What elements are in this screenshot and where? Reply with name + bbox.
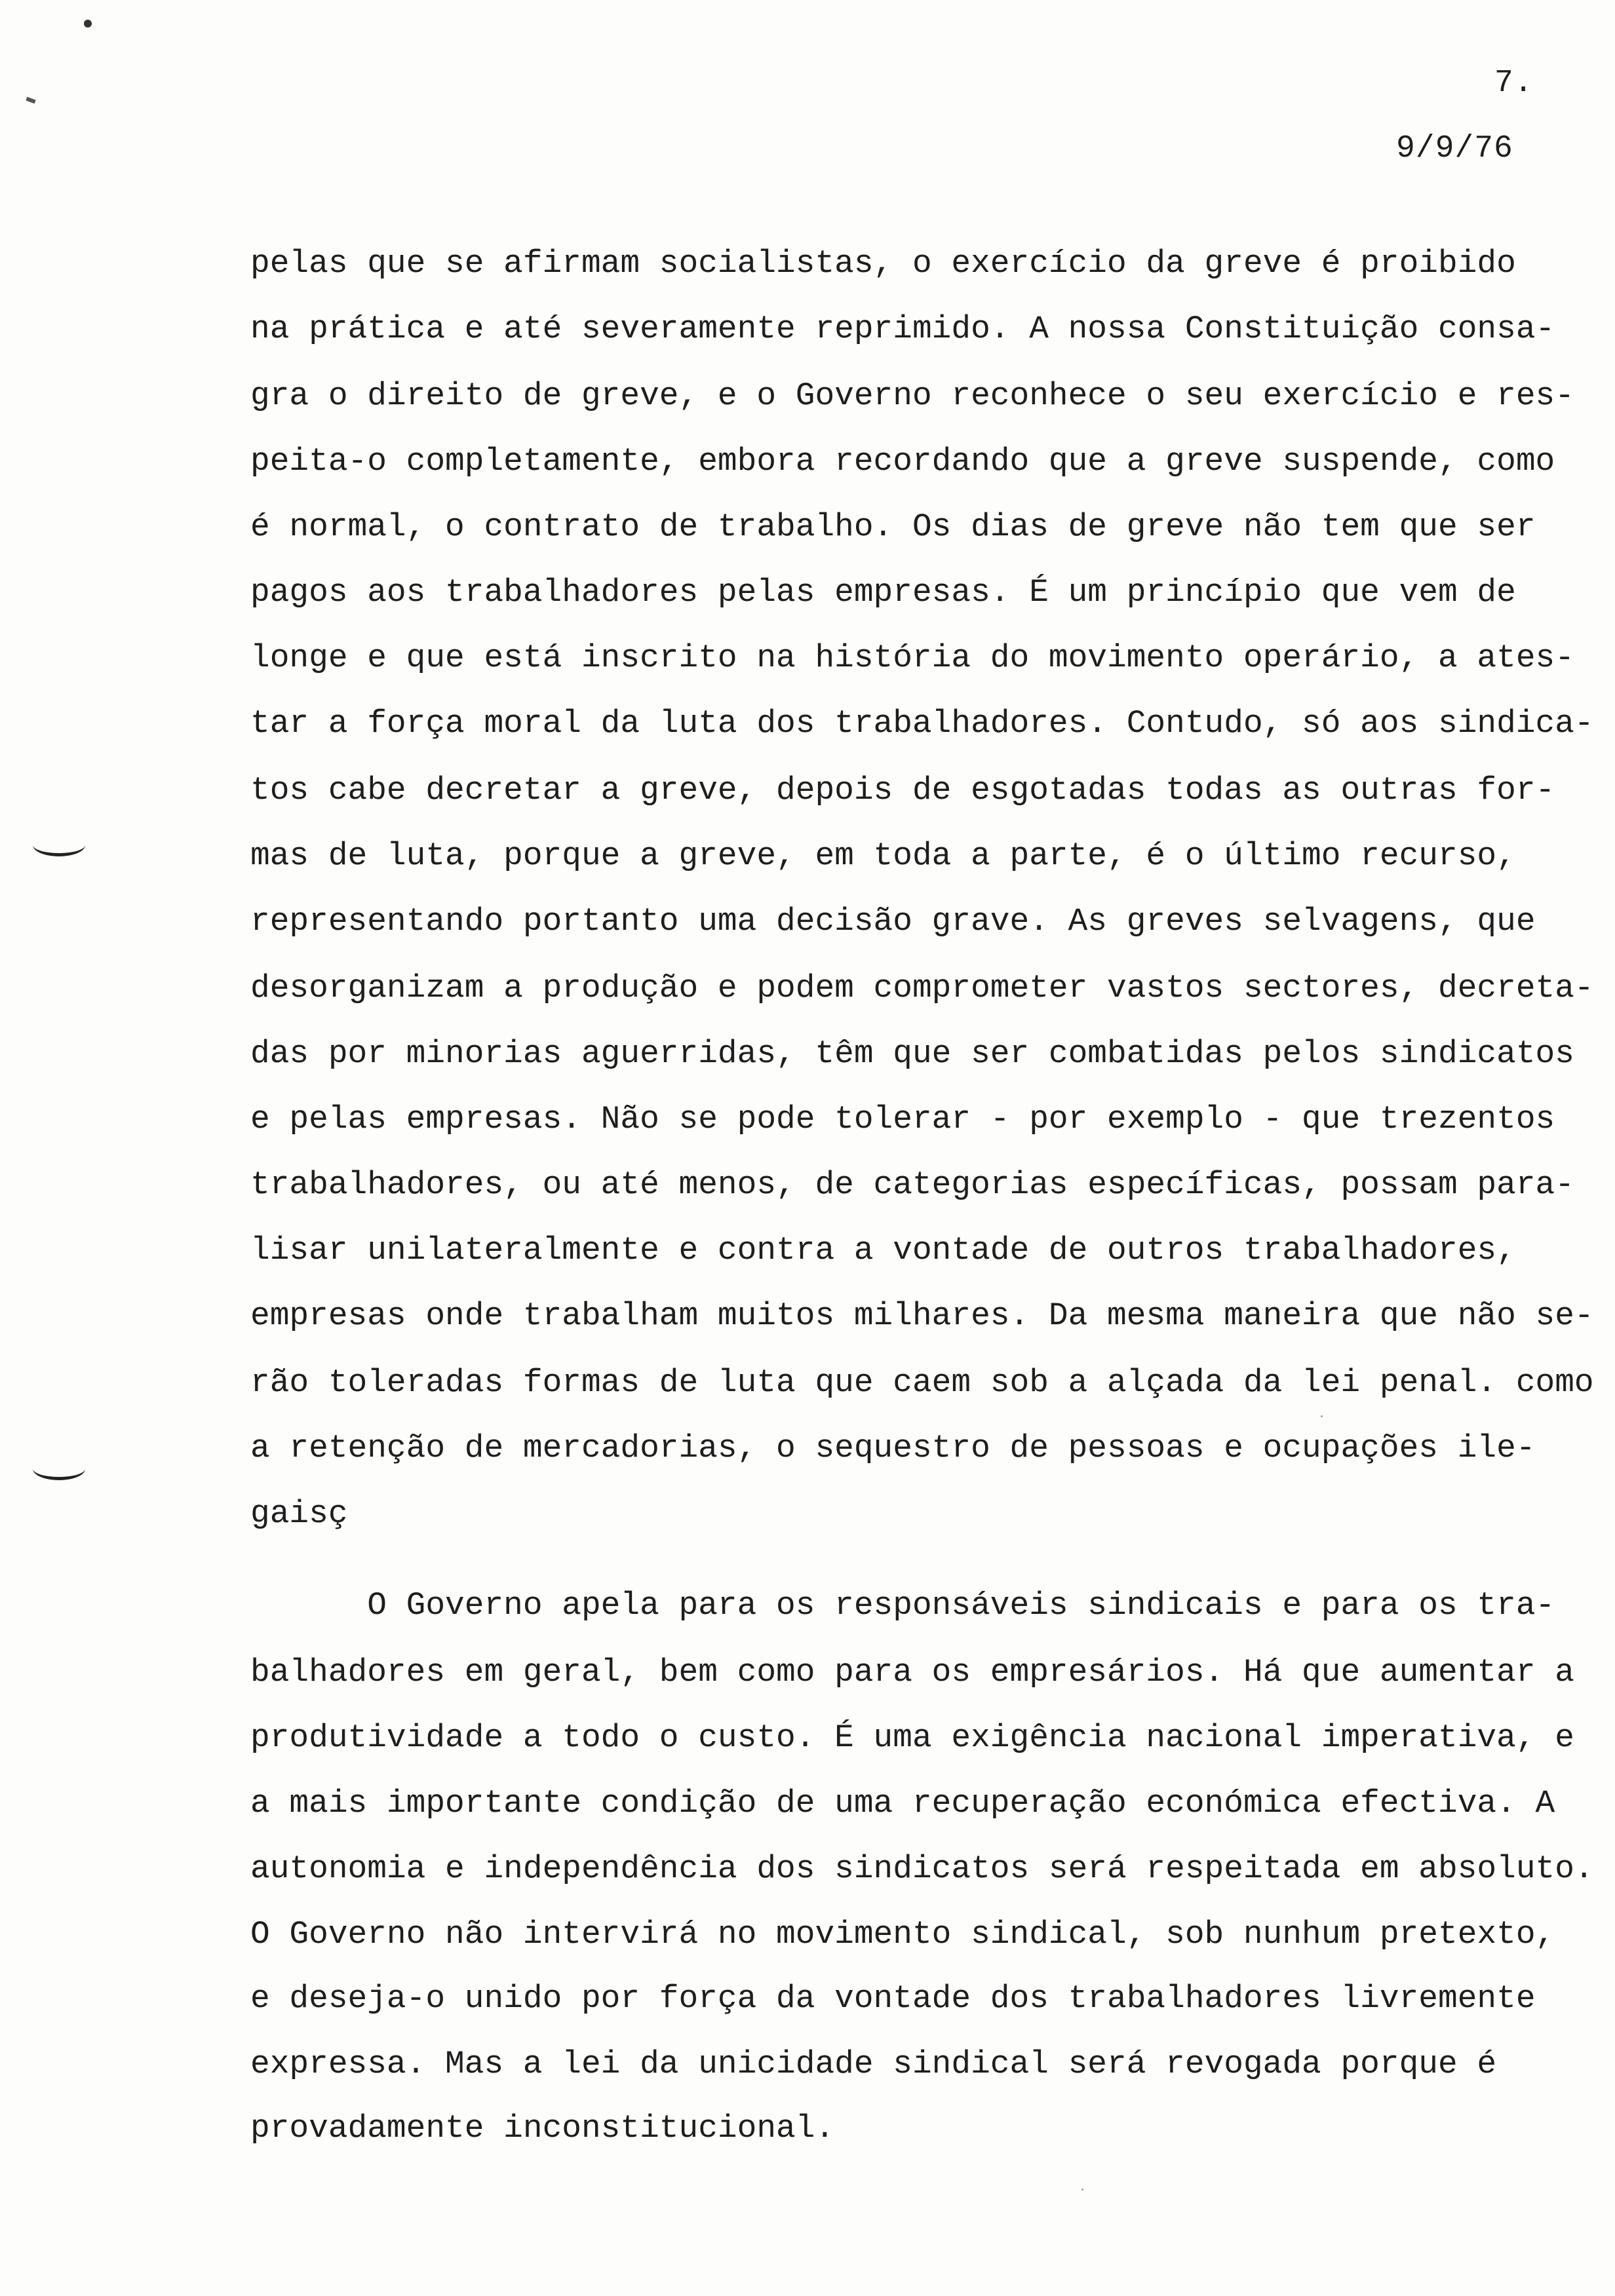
text-line: gra o direito de greve, e o Governo reconhece o seu exercício e res- [250, 377, 1574, 414]
scan-speck [1321, 1415, 1323, 1417]
text-line: é normal, o contrato de trabalho. Os dias de greve não tem que ser [250, 508, 1536, 545]
text-line: produtividade a todo o custo. É uma exigência nacional imperativa, e [250, 1719, 1574, 1756]
text-line: tos cabe decretar a greve, depois de esgotadas todas as outras for- [250, 772, 1555, 809]
text-line: rão toleradas formas de luta que caem sob a alçada da lei penal. como [250, 1364, 1594, 1401]
text-line: das por minorias aguerridas, têm que ser combatidas pelos sindicatos [250, 1035, 1574, 1072]
text-line: O Governo apela para os responsáveis sindicais e para os tra- [250, 1587, 1555, 1624]
text-line: e deseja-o unido por força da vontade dos trabalhadores livremente [250, 1980, 1536, 2017]
text-line: expressa. Mas a lei da unicidade sindical será revogada porque é [250, 2046, 1497, 2082]
text-line: desorganizam a produção e podem comprometer vastos sectores, decreta- [250, 970, 1594, 1006]
text-line: peita-o completamente, embora recordando que a greve suspende, como [250, 443, 1555, 480]
text-line: O Governo não intervirá no movimento sindical, sob nunhum pretexto, [250, 1916, 1555, 1953]
scan-dash-mark [26, 97, 35, 104]
text-line: na prática e até severamente reprimido. A nossa Constituição consa- [250, 311, 1555, 347]
punch-hole-mark-upper [33, 833, 85, 856]
text-line: trabalhadores, ou até menos, de categorias específicas, possam para- [250, 1166, 1574, 1203]
text-line: longe e que está inscrito na história do movimento operário, a ates- [250, 640, 1574, 676]
text-line: representando portanto uma decisão grave. As greves selvagens, que [250, 903, 1536, 940]
page-date: 9/9/76 [1396, 131, 1513, 166]
text-line: gaisç [250, 1495, 348, 1532]
scan-speck [1081, 2189, 1083, 2191]
page-number: 7. [1494, 66, 1534, 101]
text-line: provadamente inconstitucional. [250, 2110, 835, 2147]
text-line: tar a força moral da luta dos trabalhadores. Contudo, só aos sindica- [250, 705, 1594, 742]
text-line: pelas que se afirmam socialistas, o exercício da greve é proibido [250, 245, 1516, 282]
text-line: autonomia e independência dos sindicatos será respeitada em absoluto. [250, 1850, 1594, 1887]
text-line: empresas onde trabalham muitos milhares. Da mesma maneira que não se- [250, 1297, 1594, 1334]
scan-dot-mark [84, 20, 92, 28]
text-line: e pelas empresas. Não se pode tolerar - por exemplo - que trezentos [250, 1101, 1555, 1138]
text-line: a mais importante condição de uma recuperação económica efectiva. A [250, 1785, 1555, 1822]
text-line: mas de luta, porque a greve, em toda a parte, é o último recurso, [250, 837, 1516, 874]
punch-hole-mark-lower [33, 1457, 85, 1480]
text-line: lisar unilateralmente e contra a vontade de outros trabalhadores, [250, 1232, 1516, 1269]
text-line: pagos aos trabalhadores pelas empresas. É um princípio que vem de [250, 574, 1516, 611]
text-line: a retenção de mercadorias, o sequestro de pessoas e ocupações ile- [250, 1430, 1536, 1466]
text-line: balhadores em geral, bem como para os empresários. Há que aumentar a [250, 1654, 1574, 1691]
